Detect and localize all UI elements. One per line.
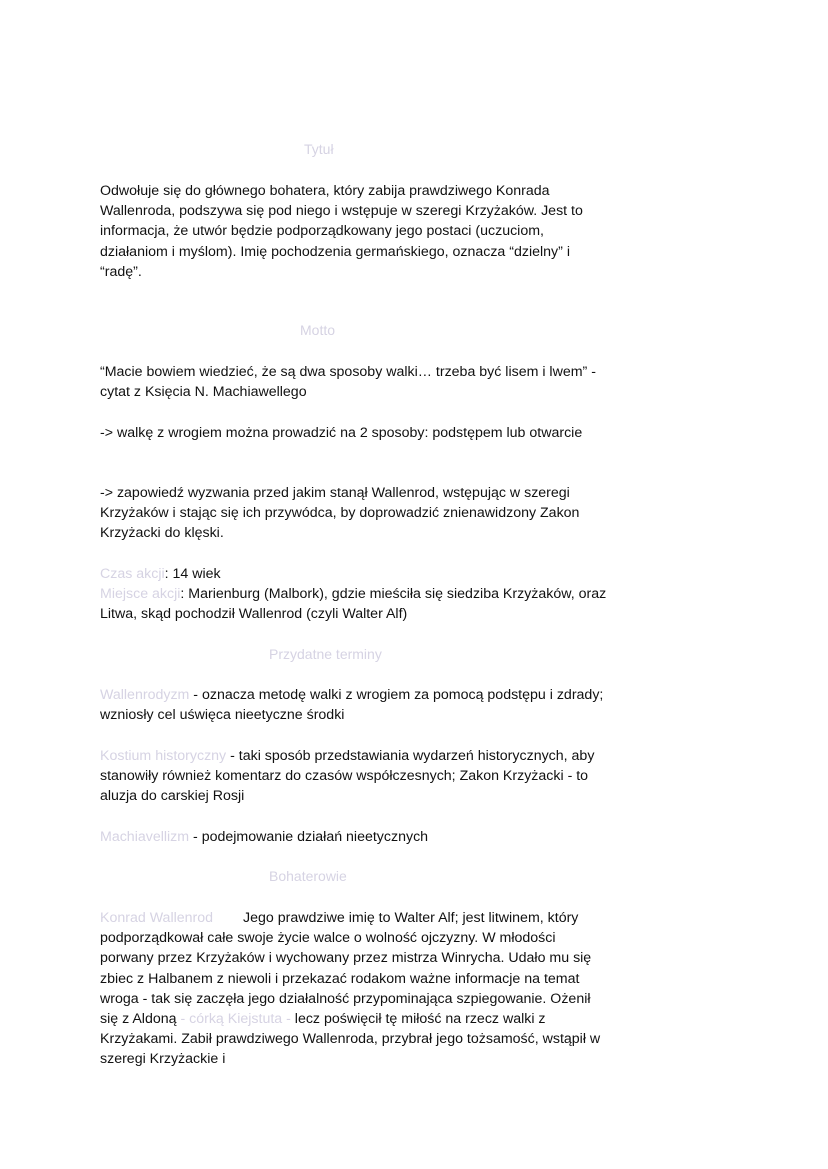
term-definition: - taki sposób przedstawiania wydarzeń historycznych, aby stanowiły również komentarz do czasów współczesnych; Zakon Krzyżacki - to aluzja do carskiej Rosji [100, 748, 595, 805]
term-item [100, 827, 610, 847]
term-item [100, 746, 610, 807]
heading-terms: Przydatne terminy [269, 646, 382, 662]
character-name: Konrad Wallenrod [100, 910, 214, 926]
motto-point-1: -> walkę z wrogiem można prowadzić na 2 sposoby: podstępem lub otwarcie [100, 425, 583, 441]
term-name: Machiavellizm [100, 829, 190, 845]
motto-point-2: -> zapowiedź wyzwania przed jakim stanął Wallenrod, wstępując w szeregi Krzyżaków i stając się ich przywódca, by doprowadzić znienawidzony Zakon Krzyżacki do klęski. [100, 485, 580, 542]
character-text-a: Jego prawdziwe imię to Walter Alf; jest litwinem, który podporządkował całe swoje życie walce o wolność ojczyzny. W młodości porwany przez Krzyżaków i wychowany przez mistrza Winrycha. Udało mu się zbiec z Halbanem z niewoli i przekazać rodakom ważne informacje na temat wroga - tak się zaczęła jego działalność przypominająca szpiegowanie. Ożenił się z Aldoną [100, 910, 592, 1028]
character-text-b: lecz poświęcił tę miłość na rzecz walki z Krzyżakami. Zabił prawdziwego Wallenroda, przybrał jego tożsamość, wstąpił w szeregi Krzyżackie i [100, 1011, 601, 1068]
time-value: : 14 wiek [164, 566, 221, 582]
character-aldona-desc: - córką Kiejstuta - [176, 1011, 295, 1028]
term-item [100, 685, 610, 725]
heading-motto: Motto [300, 322, 336, 338]
term-name: Wallenrodyzm [100, 687, 190, 703]
setting-info [100, 564, 610, 625]
term-definition: - podejmowanie działań nieetycznych [189, 829, 429, 845]
place-value: : Marienburg (Malbork), gdzie mieściła się siedziba Krzyżaków, oraz Litwa, skąd pochodził Wallenrod (czyli Walter Alf) [100, 586, 607, 623]
heading-title: Tytuł [304, 141, 334, 157]
term-name: Kostium historyczny [100, 748, 227, 764]
time-label: Czas akcji [100, 566, 165, 582]
term-definition: - oznacza metodę walki z wrogiem za pomocą podstępu i zdrady; wzniosły cel uświęca nieetyczne środki [100, 687, 604, 724]
character-konrad [100, 908, 610, 1070]
motto-quote: “Macie bowiem wiedzieć, że są dwa sposoby walki… trzeba być lisem i lwem” - cytat z Księcia N. Machiawellego [100, 364, 596, 401]
heading-characters: Bohaterowie [269, 868, 347, 884]
place-label: Miejsce akcji [100, 586, 181, 603]
title-paragraph: Odwołuje się do głównego bohatera, który zabija prawdziwego Konrada Wallenroda, podszywa się pod niego i wstępuje w szeregi Krzyżaków. Jest to informacja, że utwór będzie podporządkowany jego postaci (uczuciom, działaniom i myślom). Imię pochodzenia germańskiego, oznacza “dzielny” i “radę”. [100, 183, 583, 280]
